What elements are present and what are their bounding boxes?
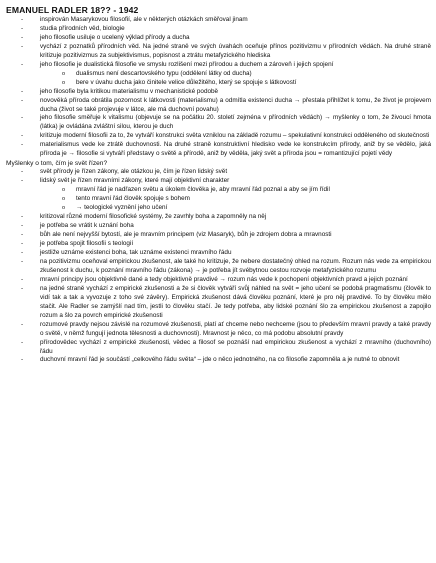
list-item <box>6 321 431 339</box>
list-item <box>6 276 431 285</box>
sub-list-item <box>6 204 431 213</box>
item-text: novověká příroda obrátila pozornost k látkovosti (materialismu) a odmítla existenci ducha → přestala přihlížet k tomu, že život je projevem ducha (život se také projevuje v látce, ale má duchovní povahu) <box>40 96 431 113</box>
circle-bullet: o <box>62 79 66 86</box>
dash-bullet: - <box>21 168 24 176</box>
list-item <box>6 356 431 365</box>
dash-bullet: - <box>21 114 24 122</box>
sub-list-item <box>6 186 431 195</box>
list-item <box>6 177 431 186</box>
sub-list <box>6 70 431 88</box>
item-text: bůh ale není nejvyšší bytostí, ale je mravním principem (viz Masaryk), bůh je zdrojem dobra a mravnosti <box>40 231 332 239</box>
dash-bullet: - <box>21 338 24 346</box>
item-text: jeho filosofie směřuje k vitalismu (objevuje se na počátku 20. století zejména v přírodních vědách) → myšlenky o tom, že živoucí hmota (látka) je ovládána zvláštní silou, kterou je duch <box>40 114 431 131</box>
sub-item-text: bere v úvahu ducha jako činitele velice důležitého, který se spojuje s látkovostí <box>76 78 297 86</box>
dash-bullet: - <box>21 231 24 239</box>
list-item <box>6 168 431 177</box>
item-text: jeho filosofie byla kritikou materialismu v mechanistické podobě <box>40 87 219 95</box>
sub-list-item <box>6 195 431 204</box>
item-text: na jedné straně vychází z empirické zkušenosti a že si člověk vytváří svůj náhled na svět = jeho učení se podobá pragmatismu (člověk to vidí tak a tak a vyvozuje z toho své závěry). Empirická zkušenost dává člověku poznání, které je pro něj pravdivé. To by člověku mělo stačit. Ale Radler se zamýšlí nad tím, jestli to člověku stačí. Je tedy potřeba, aby lidské poznání šlo za empirickou zkušenost a zapojilo rozum a šlo za povrch empirické zkušenosti <box>40 284 431 319</box>
circle-bullet: o <box>62 70 66 77</box>
item-text: jestliže uznáme existenci boha, tak uznáme existenci mravního řádu <box>40 249 232 257</box>
list-item <box>6 25 431 34</box>
dash-bullet: - <box>21 33 24 41</box>
sub-list <box>6 186 431 213</box>
document-body <box>6 16 431 365</box>
sub-item-text: mravní řád je nadřazen světu a úkolem člověka je, aby mravní řád poznal a aby se jím řídil <box>76 186 330 194</box>
item-text: jeho filosofie usiluje o ucelený výklad přírody a ducha <box>40 33 190 41</box>
dash-bullet: - <box>21 42 24 50</box>
list-item <box>6 34 431 43</box>
document-title: EMANUEL RADLER 18?? - 1942 <box>6 5 139 15</box>
list-item <box>6 213 431 222</box>
dash-bullet: - <box>21 356 24 364</box>
item-text: duchovní mravní řád je součástí „celkového řádu světa“ – jde o něco jednotného, na co filosofie zapomněla a je nutné to obnovit <box>40 356 400 364</box>
dash-bullet: - <box>21 222 24 230</box>
dash-bullet: - <box>21 96 24 104</box>
list-item <box>6 61 431 70</box>
dash-bullet: - <box>21 87 24 95</box>
dash-bullet: - <box>21 24 24 32</box>
list-item <box>6 231 431 240</box>
item-text: je potřeba se vrátit k uznání boha <box>40 222 134 230</box>
circle-bullet: o <box>62 187 66 194</box>
dash-bullet: - <box>21 16 24 23</box>
list-item <box>6 285 431 321</box>
item-text: na pozitivizmu oceňoval empirickou zkušenost, ale také ho kritizuje, že nebere dostatečný ohled na rozum. Rozum nás vede za empirickou zkušenost k duchu, k poznání mravního řádu (zákona) → je potřeba jít svébytnou cestou rozvoje metafyzického rozumu <box>40 257 431 274</box>
dash-bullet: - <box>21 275 24 283</box>
item-text: mravní principy jsou objektivně dané a tedy objektivně pravdivé → rozum nás vede k pochopení objektivních pravd a jejich poznání <box>40 275 408 283</box>
circle-bullet: o <box>62 196 66 203</box>
item-text: vychází z poznatků přírodních věd. Na jedné straně ve svých úvahách oceňuje přínos pozitivizmu v přírodních vědách. Na druhé straně kritizuje pozitivizmus za subjektivismus, popisnost a ztrátu metafyzického hlediska <box>40 42 431 59</box>
dash-bullet: - <box>21 132 24 140</box>
notes-list <box>6 16 431 159</box>
dash-bullet: - <box>21 284 24 292</box>
list-item <box>6 249 431 258</box>
dash-bullet: - <box>21 177 24 185</box>
list-item <box>6 258 431 276</box>
circle-bullet: o <box>62 205 66 212</box>
dash-bullet: - <box>21 60 24 68</box>
item-text: lidský svět je řízen mravními zákony, které mají objektivní charakter <box>40 177 230 185</box>
item-text: kritizoval různé moderní filosofické systémy, že zavrhly boha a zapomněly na něj <box>40 213 267 221</box>
item-text: inspirován Masarykovou filosofií, ale v některých otázkách směřoval jinam <box>40 16 248 23</box>
list-item <box>6 16 431 25</box>
dash-bullet: - <box>21 320 24 328</box>
item-text: studia přírodních věd, biologie <box>40 24 125 32</box>
sub-item-text: dualismus není descartovského typu (oddělení látky od ducha) <box>76 69 252 77</box>
notes-list <box>6 168 431 365</box>
dash-bullet: - <box>21 141 24 149</box>
item-text: jeho filosofie je dualistická filosofie ve smyslu rozlišení mezi přírodou a duchem a zároveň i jejich spojení <box>40 60 334 68</box>
item-text: rozumové pravdy nejsou závislé na rozumové zkušenosti, platí ať chceme nebo nechceme (jsou to především mravní pravdy a také pravdy o světě, v němž fungují jednota tělesnosti a duchovnosti). Mravnost je něco, co má podobu absolutní pravdy <box>40 320 431 337</box>
item-text: přírodovědec vychází z empirické zkušenosti, vědec a filosof se poznáší nad empirickou zkušenost a vychází z mravního (duchovního) řádu <box>40 338 431 355</box>
sub-list-item <box>6 79 431 88</box>
list-item <box>6 97 431 115</box>
dash-bullet: - <box>21 257 24 265</box>
section-heading: Myšlenky o tom, čím je svět řízen? <box>6 160 108 168</box>
item-text: materialismus vede ke ztrátě duchovnosti. Na druhé straně konstruktivní hledisko vede ke konstrukcím přírody, aniž by se vědělo, jaká příroda je → filosofie si vytváří představy o světě a přírodě, aniž by věděla, jaký svět a příroda jsou = romantizující pojetí vědy <box>40 141 431 158</box>
list-item <box>6 141 431 159</box>
list-item <box>6 240 431 249</box>
list-item <box>6 114 431 132</box>
item-text: je potřeba spojit filosofii s teologií <box>40 240 134 248</box>
dash-bullet: - <box>21 249 24 257</box>
dash-bullet: - <box>21 213 24 221</box>
list-item <box>6 88 431 97</box>
list-item <box>6 43 431 61</box>
sub-item-text: → teologické vyznění jeho učení <box>76 204 168 212</box>
item-text: svět přírody je řízen zákony, ale otázkou je, čím je řízen lidský svět <box>40 168 228 176</box>
sub-list-item <box>6 70 431 79</box>
list-item <box>6 132 431 141</box>
sub-item-text: tento mravní řád člověk spojuje s bohem <box>76 195 190 203</box>
item-text: kritizuje moderní filosofii za to, že vytváří konstrukci světa vzniklou na základě rozumu – spekulativní konstrukci odděleného od skutečnosti <box>40 132 430 140</box>
list-item <box>6 339 431 357</box>
dash-bullet: - <box>21 240 24 248</box>
list-item <box>6 222 431 231</box>
